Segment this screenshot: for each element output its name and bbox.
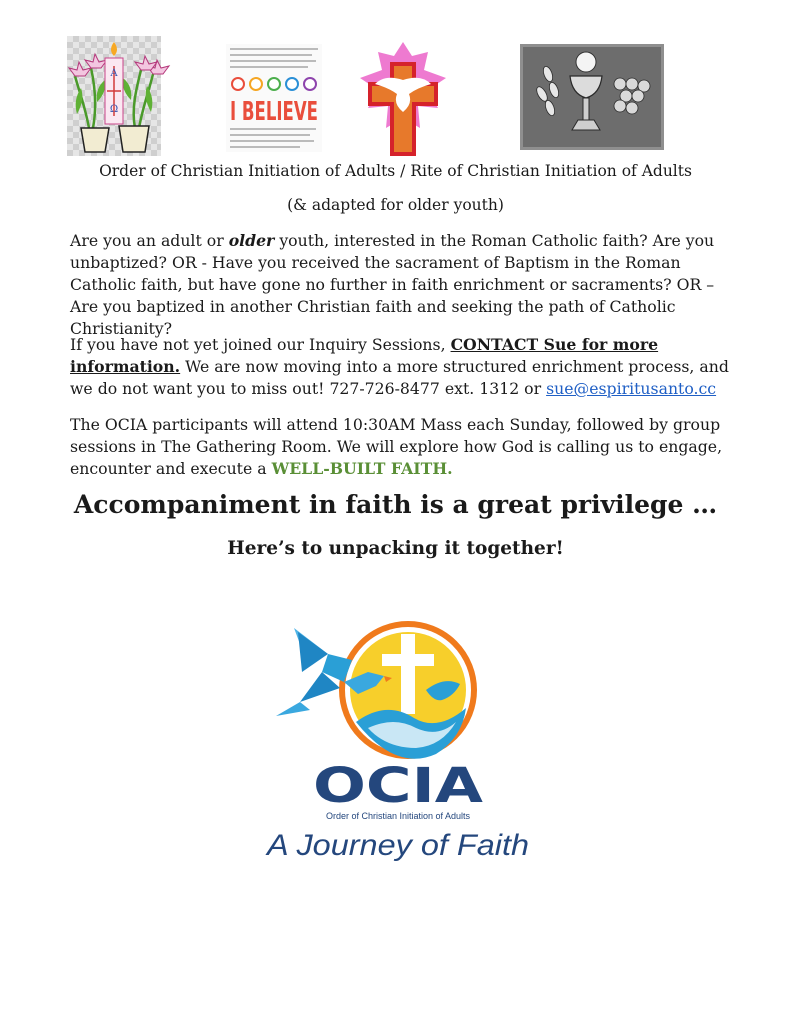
header-images	[0, 36, 791, 160]
sessions-text: The OCIA participants will attend 10:30AM Mass each Sunday, followed by group sessions in The Gathering Room. We will explore how God is calling us to engage, encounter and execute a	[70, 415, 723, 478]
i-believe-creed-image	[226, 44, 322, 152]
intro-text-a: Are you an adult or	[70, 231, 229, 250]
headline: Accompaniment in faith is a great privilege …	[73, 490, 718, 519]
contact-paragraph	[70, 334, 738, 400]
ocia-tagline: A Journey of Faith	[264, 829, 529, 862]
ocia-acronym: OCIA	[313, 758, 483, 814]
contact-text-b: We are now moving into a more structured enrichment process, and we do not want you to miss out! 727-726-8477 ext. 1312 or	[70, 357, 729, 398]
email-link[interactable]: sue@espiritusanto.cc	[546, 379, 717, 398]
intro-text-b: youth, interested in the Roman Catholic faith? Are you unbaptized? OR - Have you received the sacrament of Baptism in the Roman Catholic faith, but have gone no further in faith enrichment or sacraments? OR – Are you baptized in another Christian faith and seeking the path of Catholic Christianity?	[70, 231, 715, 338]
i-believe-text: I BELIEVE	[230, 97, 318, 127]
omega-letter: Ω	[109, 104, 119, 115]
program-title: Order of Christian Initiation of Adults / Rite of Christian Initiation of Adults	[99, 162, 692, 180]
easter-candle-image	[67, 36, 161, 156]
sessions-paragraph	[70, 414, 738, 480]
program-subtitle: (& adapted for older youth)	[287, 196, 504, 214]
well-built-faith-highlight: WELL-BUILT FAITH.	[271, 459, 453, 478]
contact-sue-callout: CONTACT Sue for more information.	[70, 335, 659, 376]
ocia-logo	[258, 610, 538, 870]
holy-spirit-dove-cross-image	[360, 42, 446, 162]
older-emphasis: older	[228, 231, 275, 250]
intro-paragraph	[70, 230, 738, 340]
ocia-full-name: Order of Christian Initiation of Adults	[325, 811, 471, 821]
alpha-letter: A	[110, 68, 118, 79]
subheadline: Here’s to unpacking it together!	[227, 538, 564, 559]
contact-text-a: If you have not yet joined our Inquiry Sessions,	[70, 335, 451, 354]
chalice-host-wheat-grapes-image	[520, 44, 664, 150]
